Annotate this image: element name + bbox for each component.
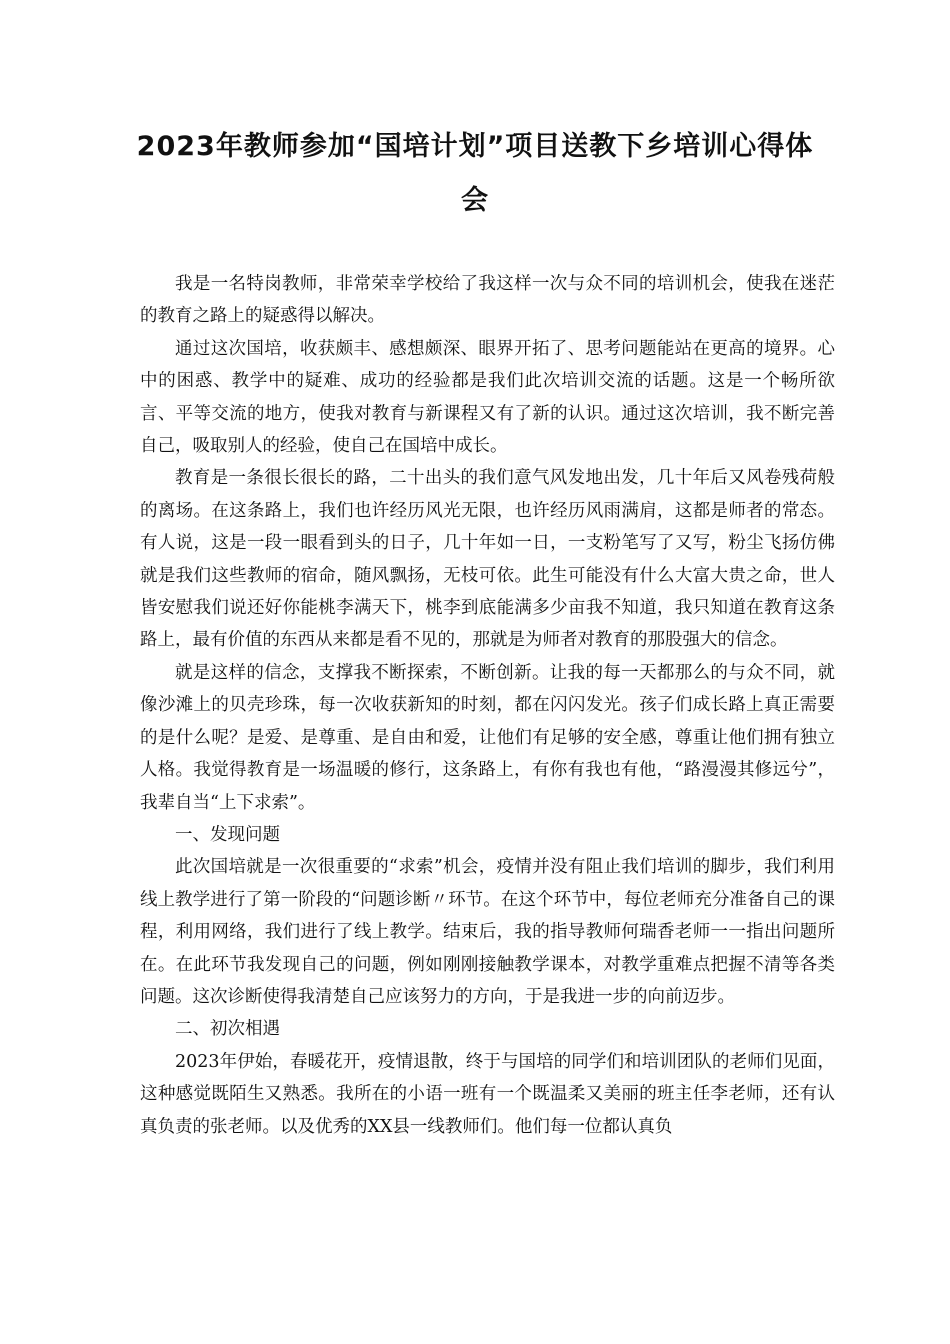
paragraph: 就是这样的信念，支撑我不断探索，不断创新。让我的每一天都那么的与众不同，就像沙滩上的贝壳珍珠，每一次收获新知的时刻，都在闪闪发光。孩子们成长路上真正需要的是什么呢？是爱、是尊重、是自由和爱，让他们有足够的安全感，尊重让他们拥有独立人格。我觉得教育是一场温暖的修行，这条路上，有你有我也有他，“路漫漫其修远兮”，我辈自当“上下求索”。 bbox=[140, 662, 835, 813]
paragraph: 2023年伊始，春暖花开，疫情退散，终于与国培的同学们和培训团队的老师们见面，这种感觉既陌生又熟悉。我所在的小语一班有一个既温柔又美丽的班主任李老师，还有认真负责的张老师。以及优秀的XX县一线教师们。他们每一位都认真负 bbox=[140, 1051, 835, 1137]
paragraph: 我是一名特岗教师，非常荣幸学校给了我这样一次与众不同的培训机会，使我在迷茫的教育之路上的疑惑得以解决。 bbox=[140, 274, 835, 327]
document-title: 2023年教师参加“国培计划”项目送教下乡培训心得体会 bbox=[136, 131, 814, 216]
section-heading: 一、发现问题 bbox=[175, 824, 280, 845]
paragraph: 此次国培就是一次很重要的“求索”机会，疫情并没有阻止我们培训的脚步，我们利用线上教学进行了第一阶段的“问题诊断〃环节。在这个环节中，每位老师充分准备自己的课程，利用网络，我们进行了线上教学。结束后，我的指导教师何瑞香老师一一指出问题所在。在此环节我发现自己的问题，例如刚刚接触教学课本，对教学重难点把握不清等各类问题。这次诊断使得我清楚自己应该努力的方向，于是我进一步的向前迈步。 bbox=[140, 857, 835, 1007]
document-body bbox=[140, 268, 835, 1143]
section-heading: 二、初次相遇 bbox=[175, 1019, 280, 1040]
paragraph: 通过这次国培，收获颇丰、感想颇深、眼界开拓了、思考问题能站在更高的境界。心中的困惑、教学中的疑难、成功的经验都是我们此次培训交流的话题。这是一个畅所欲言、平等交流的地方，使我对教育与新课程又有了新的认识。通过这次培训，我不断完善自己，吸取别人的经验，使自己在国培中成长。 bbox=[140, 338, 835, 457]
paragraph: 教育是一条很长很长的路，二十出头的我们意气风发地出发，几十年后又风卷残荷般的离场。在这条路上，我们也许经历风光无限，也许经历风雨满肩，这都是师者的常态。有人说，这是一段一眼看到头的日子，几十年如一日，一支粉笔写了又写，粉尘飞扬仿佛就是我们这些教师的宿命，随风飘扬，无枝可依。此生可能没有什么大富大贵之命，世人皆安慰我们说还好你能桃李满天下，桃李到底能满多少亩我不知道，我只知道在教育这条路上，最有价值的东西从来都是看不见的，那就是为师者对教育的那股强大的信念。 bbox=[140, 468, 835, 651]
